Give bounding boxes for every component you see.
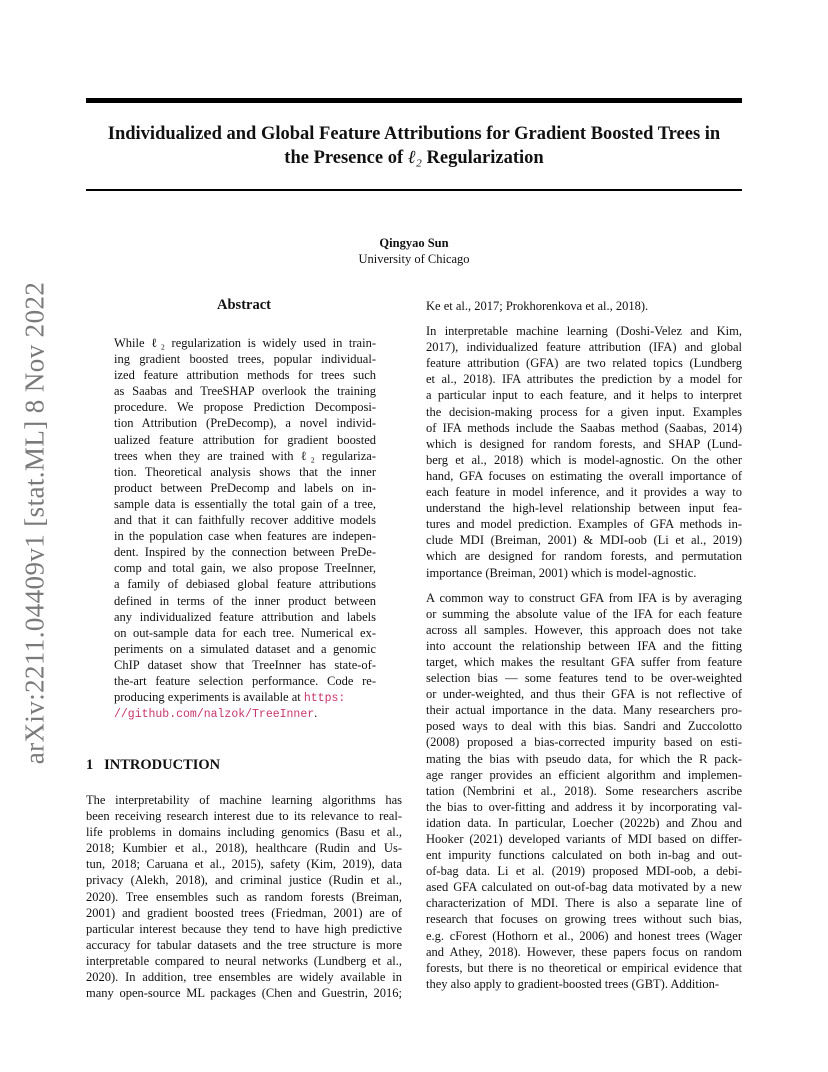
right-line: A common way to construct GFA from IFA is by averaging bbox=[426, 590, 742, 605]
arxiv-sidebar-stamp bbox=[5, 278, 65, 768]
intro-line: 2018; Kumbier et al., 2018), healthcare (Rudin and Us- bbox=[86, 841, 402, 856]
title-prefix: the Presence of bbox=[284, 148, 408, 168]
arxiv-identifier: arXiv:2211.04409v1 [stat.ML] 8 Nov 2022 bbox=[19, 281, 50, 765]
right-line: Hooker (2021) developed variants of MDI based on differ- bbox=[426, 832, 742, 846]
abstract-line: tion Attribution (PreDecomp), a novel individ- bbox=[114, 416, 376, 431]
section-title: INTRODUCTION bbox=[104, 757, 221, 773]
abstract-line: sample data is essentially the total gain of a tree, bbox=[114, 496, 376, 511]
intro-line: interpretable compared to neural networks (Lundberg et al., bbox=[86, 953, 402, 968]
right-line: ased GFA calculated on out-of-bag data motivated by a new bbox=[426, 880, 742, 895]
abstract-line: trees when they are trained with ℓ₂ regulariza- bbox=[114, 448, 376, 463]
abstract-line: While ℓ₂ regularization is widely used in train- bbox=[114, 336, 376, 350]
right-line: of IFA methods include the Saabas method (Saabas, 2014) bbox=[426, 420, 742, 435]
paper-title-line-1: Individualized and Global Feature Attributions for Gradient Boosted Trees in bbox=[107, 124, 721, 144]
abstract-line: a family of debiased global feature attributions bbox=[114, 577, 376, 592]
title-bottom-rule bbox=[86, 189, 742, 191]
section-number: 1 bbox=[86, 757, 94, 773]
abstract-line: and that it can faithfully recover additive models bbox=[114, 513, 376, 528]
intro-line: particular interest because they tend to have high predictive bbox=[86, 921, 402, 936]
intro-line: accuracy for tabular datasets and the tree structure is more bbox=[86, 937, 402, 952]
right-line: 2017), individualized feature attribution (IFA) and global bbox=[426, 340, 742, 355]
intro-line: 2001) and gradient boosted trees (Friedman, 2001) are of bbox=[86, 905, 402, 920]
right-line: age ranger provides an efficient algorithm and implemen- bbox=[426, 767, 742, 782]
right-column-body bbox=[426, 298, 742, 992]
title-suffix: Regularization bbox=[421, 148, 544, 168]
intro-line: privacy (Alekh, 2018), and criminal justice (Rudin et al., bbox=[86, 873, 402, 888]
right-line: e.g. cForest (Hothorn et al., 2006) and honest trees (Wager bbox=[426, 928, 742, 943]
right-line: idation data. In particular, Loecher (2022b) and Zhou and bbox=[426, 815, 742, 830]
abstract-line: dent. Inspired by the connection between PreDe- bbox=[114, 545, 376, 560]
abstract-line: periments on a simulated dataset and a genomic bbox=[114, 641, 376, 656]
intro-line: 2020). Tree ensembles such as random forests (Breiman, bbox=[86, 889, 402, 904]
right-line: hand, GFA focuses on estimating the overall importance of bbox=[426, 468, 742, 483]
right-line: forests, but there is no theoretical or empirical evidence that bbox=[426, 960, 742, 975]
right-line: across all samples. However, this approach does not take bbox=[426, 622, 742, 637]
right-line: tures and model prediction. Examples of GFA methods in- bbox=[426, 517, 742, 532]
right-line: mating the bias with pseudo data, for which the R pack- bbox=[426, 751, 742, 766]
abstract-line: ing gradient boosted trees, popular individual- bbox=[114, 352, 376, 367]
paper-title bbox=[86, 122, 742, 170]
right-line: Ke et al., 2017; Prokhorenkova et al., 2018). bbox=[426, 299, 649, 313]
right-line: berg et al., 2018) which is model-agnostic. On the other bbox=[426, 452, 742, 467]
abstract-line bbox=[114, 705, 376, 721]
abstract-line: comp and total gain, we also propose TreeInner, bbox=[114, 561, 376, 576]
right-line: feature attribution (GFA) are two related topics (Lundberg bbox=[426, 356, 742, 371]
intro-line: been receiving research interest due to its relevance to real- bbox=[86, 809, 402, 824]
abstract-line: ized feature attribution methods for trees such bbox=[114, 368, 376, 383]
intro-line: tun, 2018; Caruana et al., 2015), safety (Kim, 2019), data bbox=[86, 857, 402, 872]
right-line: et al., 2018). IFA attributes the prediction by a model for bbox=[426, 372, 742, 387]
section-heading bbox=[86, 757, 220, 774]
right-line: target, which makes the resultant GFA suffer from feature bbox=[426, 654, 742, 669]
abstract-line: as Saabas and TreeSHAP overlook the training bbox=[114, 384, 376, 399]
right-line: importance (Breiman, 2001) which is model-agnostic. bbox=[426, 565, 697, 580]
right-line: which is designed for random forests, and SHAP (Lund- bbox=[426, 436, 742, 451]
right-line: each feature in model inference, and it provides a way to bbox=[426, 485, 742, 500]
right-line: which are designed for random forests, and permutation bbox=[426, 549, 742, 564]
abstract-line: product between PreDecomp and labels on in- bbox=[114, 480, 376, 495]
title-math: ℓ₂ bbox=[407, 148, 422, 168]
right-line: (2008) proposed a bias-corrected impurity based on esti- bbox=[426, 735, 742, 750]
abstract-line: defined in terms of the inner product between bbox=[114, 593, 376, 608]
abstract-line: in the population case when features are indepen- bbox=[114, 529, 376, 544]
right-line: understand the high-level relationship between input fea- bbox=[426, 501, 742, 516]
paragraph-gap bbox=[426, 314, 742, 323]
right-line: a particular input to each feature, and it helps to interpret bbox=[426, 388, 742, 403]
abstract-line: any individualized feature attribution and labels bbox=[114, 609, 376, 624]
abstract-line: ualized feature attribution for gradient boosted bbox=[114, 432, 376, 447]
abstract-line: producing experiments is available at https: bbox=[114, 690, 346, 706]
right-line: they also apply to gradient-boosted trees (GBT). Addition- bbox=[426, 976, 719, 991]
right-line: or under-weighted, and thus their GFA is not reflective of bbox=[426, 687, 742, 702]
right-line: into account the relationship between IFA and the fitting bbox=[426, 638, 742, 653]
author-name: Qingyao Sun bbox=[379, 236, 449, 250]
intro-line: 2020). In addition, tree ensembles are widely available in bbox=[86, 970, 402, 985]
abstract-heading: Abstract bbox=[217, 297, 271, 313]
paper-title-line-2 bbox=[86, 146, 742, 170]
abstract-line: the-art feature selection performance. Code re- bbox=[114, 673, 376, 688]
abstract-end-period: . bbox=[314, 706, 318, 721]
right-line: posed ways to deal with this bias. Sandri and Zuccolotto bbox=[426, 719, 742, 734]
right-line: the decision-making process for a given input. Examples bbox=[426, 404, 742, 419]
right-line: and Athey, 2018). However, these papers focus on random bbox=[426, 944, 742, 959]
right-line: research that focuses on growing trees without such bias, bbox=[426, 912, 742, 927]
right-line: selection bias — some features tend to be over-weighted bbox=[426, 671, 742, 686]
right-line: tation (Nembrini et al., 2018). Some researchers ascribe bbox=[426, 783, 742, 798]
introduction-body bbox=[86, 792, 402, 1001]
intro-line: The interpretability of machine learning algorithms has bbox=[86, 793, 402, 807]
right-line: In interpretable machine learning (Doshi-Velez and Kim, bbox=[426, 324, 742, 339]
abstract-line: ChIP dataset show that TreeInner has state-of- bbox=[114, 657, 376, 672]
title-top-rule bbox=[86, 98, 742, 103]
right-line: characterization of MDI. There is also a separate line of bbox=[426, 896, 742, 911]
intro-line: many open-source ML packages (Chen and Guestrin, 2016; bbox=[86, 986, 402, 1001]
right-line: ent impurity functions calculated on both in-bag and out- bbox=[426, 848, 742, 863]
abstract-body bbox=[114, 335, 376, 721]
right-line: or summing the absolute value of the IFA for each feature bbox=[426, 606, 742, 621]
code-url-link[interactable]: //github.com/nalzok/TreeInner bbox=[114, 708, 315, 722]
author-affiliation: University of Chicago bbox=[358, 252, 470, 266]
intro-line: life problems in domains including genomics (Basu et al., bbox=[86, 825, 402, 840]
abstract-line: tion. Theoretical analysis shows that the inner bbox=[114, 464, 376, 479]
right-line: clude MDI (Breiman, 2001) & MDI-oob (Li et al., 2019) bbox=[426, 533, 742, 548]
abstract-line: procedure. We propose Prediction Decomposi- bbox=[114, 400, 376, 415]
right-line: their actual importance in the data. Many researchers pro- bbox=[426, 703, 742, 718]
abstract-line: on out-sample data for each tree. Numerical ex- bbox=[114, 625, 376, 640]
right-line: the bias to over-fitting and address it by incorporating val- bbox=[426, 799, 742, 814]
code-url-link[interactable]: https: bbox=[303, 692, 346, 706]
paragraph-gap bbox=[426, 581, 742, 590]
right-line: of-bag data. Li et al. (2019) proposed MDI-oob, a debi- bbox=[426, 864, 742, 879]
